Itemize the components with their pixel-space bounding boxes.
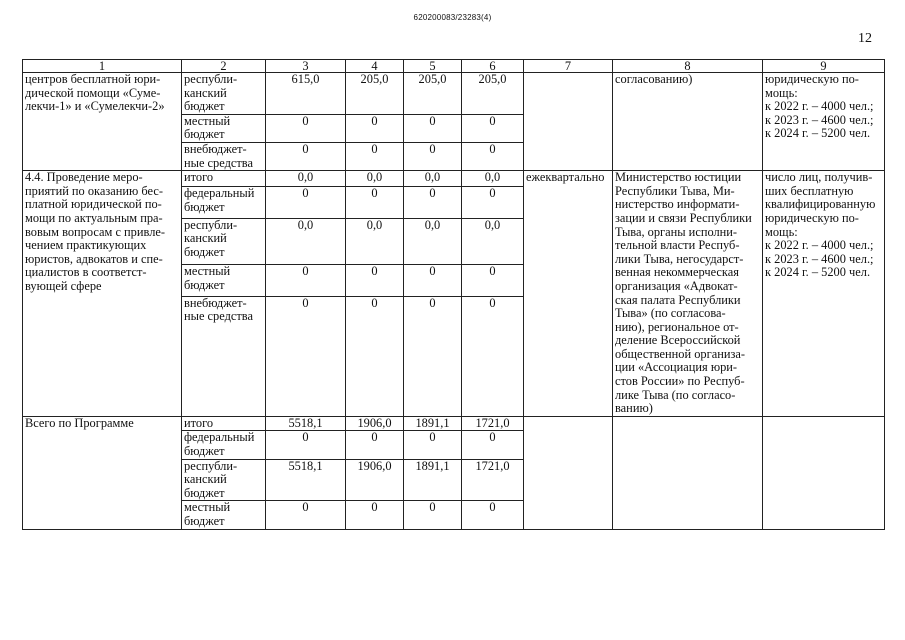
- value-cell: 0: [266, 114, 346, 142]
- column-header: 2: [182, 60, 266, 73]
- column-header: 7: [524, 60, 613, 73]
- column-header: 8: [613, 60, 763, 73]
- column-header: 9: [763, 60, 885, 73]
- column-header: 1: [23, 60, 182, 73]
- value-cell: 0,0: [462, 218, 524, 265]
- value-cell: 0: [462, 296, 524, 416]
- executor-cell: [613, 416, 763, 529]
- value-cell: 0: [404, 114, 462, 142]
- funding-source-cell: итого: [182, 416, 266, 431]
- executor-cell: Министерство юстиции Республики Тыва, Ми- нистерство информати- зации и связи Республики Тыва, органы исполни- тельной власти Респуб- лики Тыва, негосударст- венная некоммерческая организация «Адвокат- ская палата Республики Тыва» (по согласова- нию), региональное от- деление Всероссийской общественной организа- ции «Ассоциация юри- стов России» по Респуб- лике Тыва (по согласо- ванию): [613, 171, 763, 417]
- value-cell: 0,0: [266, 218, 346, 265]
- value-cell: 1721,0: [462, 459, 524, 501]
- column-header: 6: [462, 60, 524, 73]
- value-cell: 1891,1: [404, 416, 462, 431]
- value-cell: 0,0: [462, 171, 524, 187]
- value-cell: 0: [462, 265, 524, 296]
- value-cell: 0: [346, 431, 404, 459]
- funding-source-cell: местный бюджет: [182, 501, 266, 529]
- value-cell: 205,0: [462, 73, 524, 115]
- indicator-cell: [763, 416, 885, 529]
- value-cell: 0: [404, 431, 462, 459]
- value-cell: 5518,1: [266, 416, 346, 431]
- value-cell: 0,0: [404, 171, 462, 187]
- value-cell: 205,0: [346, 73, 404, 115]
- value-cell: 0: [404, 142, 462, 170]
- value-cell: 0: [346, 142, 404, 170]
- value-cell: 0: [266, 265, 346, 296]
- value-cell: 0: [462, 187, 524, 218]
- period-cell: ежеквартально: [524, 171, 613, 417]
- indicator-cell: число лиц, получив- ших бесплатную квалифицированную юридическую по- мощь: к 2022 г. – 4000 чел.; к 2023 г. – 4600 чел.; к 2024 г. – 5200 чел.: [763, 171, 885, 417]
- table-row: [23, 171, 885, 187]
- executor-cell: согласованию): [613, 73, 763, 171]
- value-cell: 0: [346, 296, 404, 416]
- value-cell: 0: [346, 265, 404, 296]
- value-cell: 0: [266, 142, 346, 170]
- column-header: 5: [404, 60, 462, 73]
- value-cell: 1891,1: [404, 459, 462, 501]
- value-cell: 615,0: [266, 73, 346, 115]
- value-cell: 0,0: [346, 171, 404, 187]
- activity-cell: центров бесплатной юри- дической помощи «Суме- лекчи-1» и «Сумелекчи-2»: [23, 73, 182, 171]
- funding-source-cell: республи- канский бюджет: [182, 459, 266, 501]
- document-id: 620200083/23283(4): [413, 13, 492, 22]
- value-cell: 0: [346, 501, 404, 529]
- budget-table: [22, 59, 885, 530]
- value-cell: 0: [462, 431, 524, 459]
- value-cell: 0,0: [266, 171, 346, 187]
- value-cell: 0: [404, 296, 462, 416]
- funding-source-cell: республи- канский бюджет: [182, 218, 266, 265]
- funding-source-cell: федеральный бюджет: [182, 187, 266, 218]
- funding-source-cell: местный бюджет: [182, 114, 266, 142]
- funding-source-cell: внебюджет- ные средства: [182, 296, 266, 416]
- value-cell: 1721,0: [462, 416, 524, 431]
- column-header: 4: [346, 60, 404, 73]
- table-row: [23, 416, 885, 431]
- table-row: [23, 73, 885, 115]
- period-cell: [524, 73, 613, 171]
- table-header-row: [23, 60, 885, 73]
- funding-source-cell: местный бюджет: [182, 265, 266, 296]
- value-cell: 0,0: [404, 218, 462, 265]
- funding-source-cell: федеральный бюджет: [182, 431, 266, 459]
- column-header: 3: [266, 60, 346, 73]
- value-cell: 1906,0: [346, 459, 404, 501]
- activity-cell: 4.4. Проведение меро- приятий по оказанию бес- платной юридической по- мощи по актуальным пра- вовым вопросам с привле- чением практикующих юристов, адвокатов и спе- циалистов в соответст- вующей сфере: [23, 171, 182, 417]
- value-cell: 0: [346, 187, 404, 218]
- value-cell: 0: [266, 296, 346, 416]
- value-cell: 0: [462, 501, 524, 529]
- value-cell: 0: [404, 501, 462, 529]
- value-cell: 0: [462, 142, 524, 170]
- period-cell: [524, 416, 613, 529]
- value-cell: 1906,0: [346, 416, 404, 431]
- activity-cell: Всего по Программе: [23, 416, 182, 529]
- indicator-cell: юридическую по- мощь: к 2022 г. – 4000 чел.; к 2023 г. – 4600 чел.; к 2024 г. – 5200 чел.: [763, 73, 885, 171]
- funding-source-cell: внебюджет- ные средства: [182, 142, 266, 170]
- value-cell: 0: [266, 187, 346, 218]
- value-cell: 0: [404, 187, 462, 218]
- funding-source-cell: итого: [182, 171, 266, 187]
- value-cell: 0: [266, 501, 346, 529]
- value-cell: 0: [266, 431, 346, 459]
- value-cell: 0: [462, 114, 524, 142]
- value-cell: 5518,1: [266, 459, 346, 501]
- page-number: 12: [858, 31, 872, 46]
- value-cell: 0: [346, 114, 404, 142]
- value-cell: 0: [404, 265, 462, 296]
- funding-source-cell: республи- канский бюджет: [182, 73, 266, 115]
- value-cell: 205,0: [404, 73, 462, 115]
- value-cell: 0,0: [346, 218, 404, 265]
